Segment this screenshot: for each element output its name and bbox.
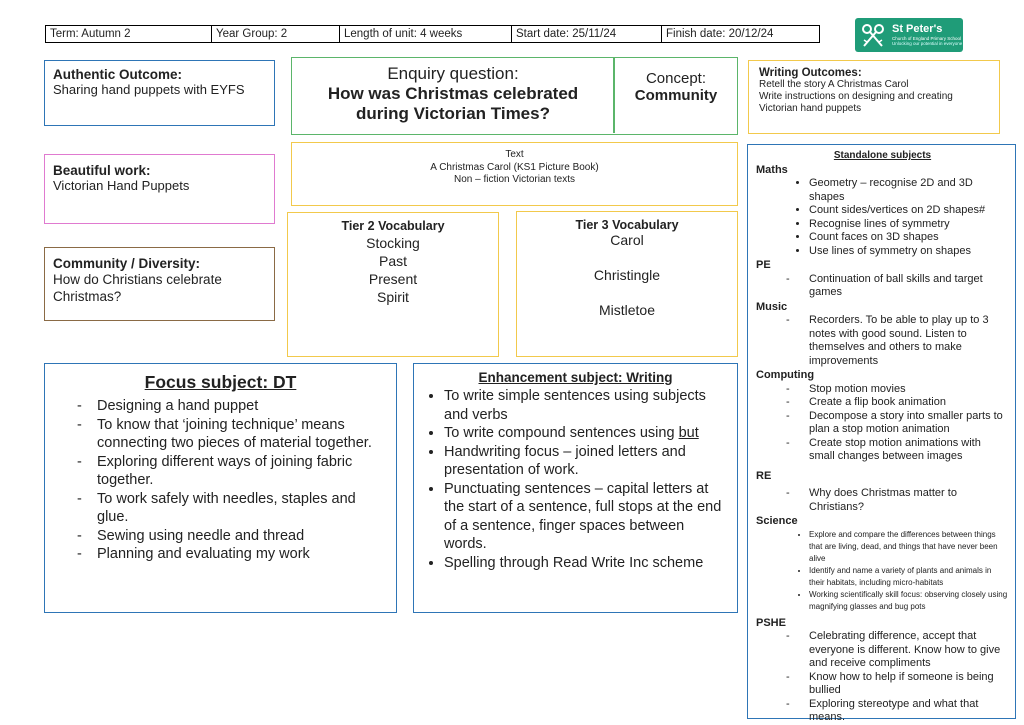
writing-outcome-1: Retell the story A Christmas Carol [759, 79, 909, 90]
text-box-label: Text [505, 149, 524, 160]
authentic-outcome-title: Authentic Outcome: [53, 67, 183, 82]
enquiry-label: Enquiry question: [387, 64, 519, 83]
tier2-title: Tier 2 Vocabulary [341, 219, 445, 233]
maths-list [756, 177, 1009, 258]
computing-heading: Computing [756, 369, 815, 381]
list-item: • Identify and name a variety of plants and animals in their habitats, including micro-habitats [809, 565, 1009, 589]
enquiry-content [292, 64, 614, 124]
concept-label: Concept: [645, 70, 707, 87]
writing-outcome-2: Write instructions on designing and creating Victorian hand puppets [759, 91, 953, 114]
tier2-word: Present [368, 271, 418, 287]
list-item: - Why does Christmas matter to Christians? [756, 487, 1009, 514]
text-box-line-1: A Christmas Carol (KS1 Picture Book) [430, 161, 599, 173]
list-item: - To work safely with needles, staples and glue. [45, 490, 384, 527]
community-diversity-title: Community / Diversity: [53, 256, 201, 271]
pshe-list [756, 630, 1009, 725]
unit-length-cell: Length of unit: 4 weeks [340, 26, 512, 42]
logo-school-name: St Peter's [892, 22, 943, 35]
enquiry-question: How was Christmas celebrated during Victorian Times? [327, 84, 579, 123]
music-heading: Music [756, 300, 788, 313]
tier3-word: Christingle [593, 267, 661, 283]
list-item: • Count faces on 3D shapes [809, 231, 1009, 245]
list-item: - Planning and evaluating my work [45, 545, 384, 564]
list-item: - Sewing using needle and thread [45, 527, 384, 546]
music-list [756, 314, 1009, 368]
list-item: - Know how to help if someone is being bullied [756, 671, 1009, 698]
tier3-vocabulary-box [516, 211, 738, 357]
tier2-vocabulary-box [287, 212, 499, 357]
pe-list [756, 273, 1009, 300]
list-item: - Create stop motion animations with small changes between images [756, 437, 1009, 464]
list-item: • Handwriting focus – joined letters and presentation of work. [444, 443, 729, 480]
unit-header-table [45, 25, 820, 43]
community-diversity-text: How do Christians celebrate Christmas? [53, 272, 222, 304]
writing-outcomes-box [748, 60, 1000, 134]
text-box-line-2: Non – fiction Victorian texts [454, 174, 575, 185]
tier3-title: Tier 3 Vocabulary [575, 218, 679, 232]
science-list [756, 529, 1009, 613]
list-item [444, 424, 729, 443]
maths-heading: Maths [756, 163, 788, 176]
list-item: - Recorders. To be able to play up to 3 notes with good sound. Listen to themselves and others to make improvements [756, 314, 1009, 368]
re-list [756, 487, 1009, 514]
focus-list [45, 397, 396, 564]
authentic-outcome-box [44, 60, 275, 126]
list-item: - Exploring different ways of joining fabric together. [45, 453, 384, 490]
focus-subject-box [44, 363, 397, 613]
community-diversity-box [44, 247, 275, 321]
list-item: - Designing a hand puppet [45, 397, 384, 416]
start-date-cell: Start date: 25/11/24 [512, 26, 662, 42]
re-heading: RE [756, 469, 772, 482]
list-item: • Recognise lines of symmetry [809, 218, 1009, 232]
tier2-word: Stocking [366, 235, 420, 251]
concept-content [615, 70, 737, 104]
authentic-outcome-text: Sharing hand puppets with EYFS [53, 82, 245, 97]
list-item: • To write simple sentences using subjects and verbs [444, 387, 729, 424]
tier3-word: Mistletoe [598, 302, 656, 318]
term-cell: Term: Autumn 2 [46, 26, 212, 42]
list-item: • Use lines of symmetry on shapes [809, 245, 1009, 259]
list-item: - Continuation of ball skills and target games [756, 273, 1009, 300]
tier2-word: Past [378, 253, 407, 269]
year-group-cell: Year Group: 2 [212, 26, 340, 42]
finish-date-cell: Finish date: 20/12/24 [666, 28, 774, 40]
writing-outcomes-title: Writing Outcomes: [759, 67, 862, 79]
list-item: • Spelling through Read Write Inc scheme [444, 554, 729, 573]
enhancement-title: Enhancement subject: Writing [478, 370, 673, 385]
beautiful-work-title: Beautiful work: [53, 163, 151, 178]
enquiry-box [291, 57, 738, 135]
list-item: • Geometry – recognise 2D and 3D shapes [809, 177, 1009, 204]
list-item-text: To write compound sentences using [444, 425, 679, 441]
standalone-title: Standalone subjects [833, 150, 932, 161]
list-item: - Decompose a story into smaller parts to plan a stop motion animation [756, 410, 1009, 437]
focus-subject-title: Focus subject: DT [144, 372, 297, 392]
concept-value: Community [634, 87, 718, 104]
tier3-word: Carol [610, 232, 644, 248]
pe-heading: PE [756, 259, 771, 271]
list-item: - Celebrating difference, accept that everyone is different. Know how to give and receive compliments [756, 630, 1009, 671]
list-item: - Stop motion movies [756, 383, 1009, 397]
beautiful-work-text: Victorian Hand Puppets [53, 178, 190, 193]
underlined-word: but [678, 425, 699, 441]
list-item: • Explore and compare the differences between things that are living, dead, and things that have never been alive [809, 529, 1009, 565]
list-item: - Exploring stereotype and what that means. [756, 698, 1009, 725]
tier2-word: Spirit [377, 289, 409, 305]
logo-motto: Unlocking our potential in everyone [892, 41, 963, 46]
standalone-subjects-box [747, 144, 1016, 723]
pshe-heading: PSHE [756, 616, 786, 629]
computing-list [756, 383, 1009, 464]
text-box [291, 142, 738, 206]
crossed-keys-icon [858, 20, 888, 50]
school-logo [855, 18, 963, 52]
list-item: - To know that ‘joining technique’ means connecting two pieces of material together. [45, 416, 384, 453]
list-item: • Punctuating sentences – capital letters at the start of a sentence, full stops at the end of a sentence, finger spaces between words. [444, 480, 729, 554]
list-item: - Create a flip book animation [756, 396, 1009, 410]
list-item: • Count sides/vertices on 2D shapes# [809, 204, 1009, 218]
enhancement-list [414, 387, 737, 572]
list-item: • Working scientifically skill focus: observing closely using magnifying glasses and bug pots [809, 589, 1009, 613]
logo-subtitle: Church of England Primary School [892, 35, 962, 41]
beautiful-work-box [44, 154, 275, 224]
science-heading: Science [756, 515, 798, 527]
enhancement-subject-box [413, 363, 738, 613]
